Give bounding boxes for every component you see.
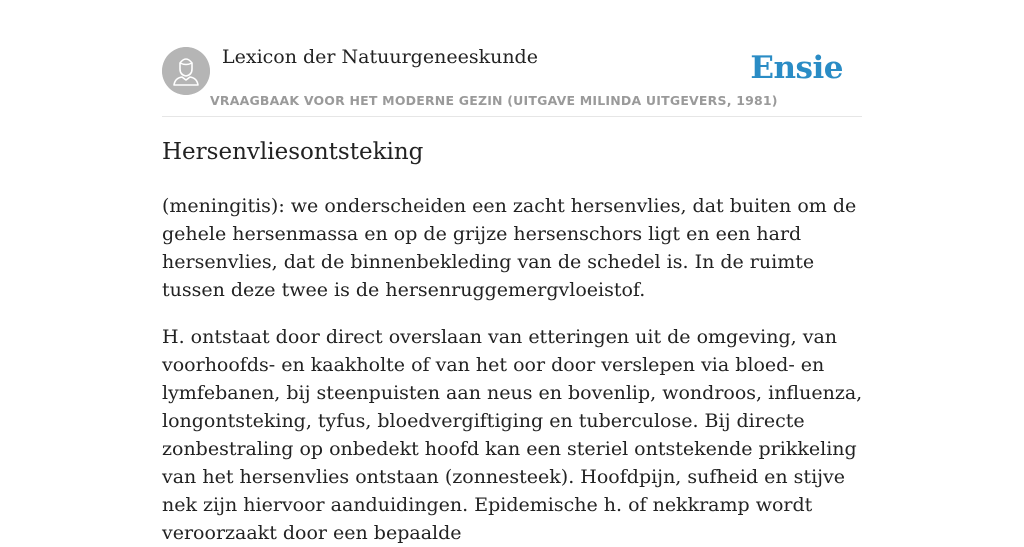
- article-paragraph: (meningitis): we onderscheiden een zacht hersenvlies, dat buiten om de gehele hersenmassa en op de grijze hersenschors ligt en een hard hersenvlies, dat de binnenbekleding van de schedel is. In de ruimte tussen deze twee is de hersenruggemergvloeistof.: [162, 195, 857, 301]
- page-container: [162, 0, 863, 544]
- article-title: Hersenvliesontsteking: [162, 139, 424, 165]
- user-silhouette-icon[interactable]: [162, 47, 210, 95]
- source-header: [162, 0, 862, 117]
- avatar-graphic: [162, 47, 210, 95]
- article-paragraph: H. ontstaat door direct overslaan van etteringen uit de omgeving, van voorhoofds- en kaakholte of van het oor door verslepen via bloed- en lymfebanen, bij steenpuisten aan neus en bovenlip, wondroos, influenza, longontsteking, tyfus, bloedvergiftiging en tuberculose. Bij directe zonbestraling op onbedekt hoofd kan een steriel ontstekende prikkeling van het hersenvlies ontstaan (zonnesteek). Hoofdpijn, sufheid en stijve nek zijn hiervoor aanduidingen. Epidemische h. of nekkramp wordt veroorzaakt door een bepaalde: [162, 326, 863, 544]
- ensie-logo[interactable]: Ensie: [750, 50, 843, 86]
- source-subtitle: VRAAGBAAK VOOR HET MODERNE GEZIN (UITGAVE MILINDA UITGEVERS, 1981): [210, 93, 778, 108]
- source-title[interactable]: Lexicon der Natuurgeneeskunde: [222, 46, 538, 68]
